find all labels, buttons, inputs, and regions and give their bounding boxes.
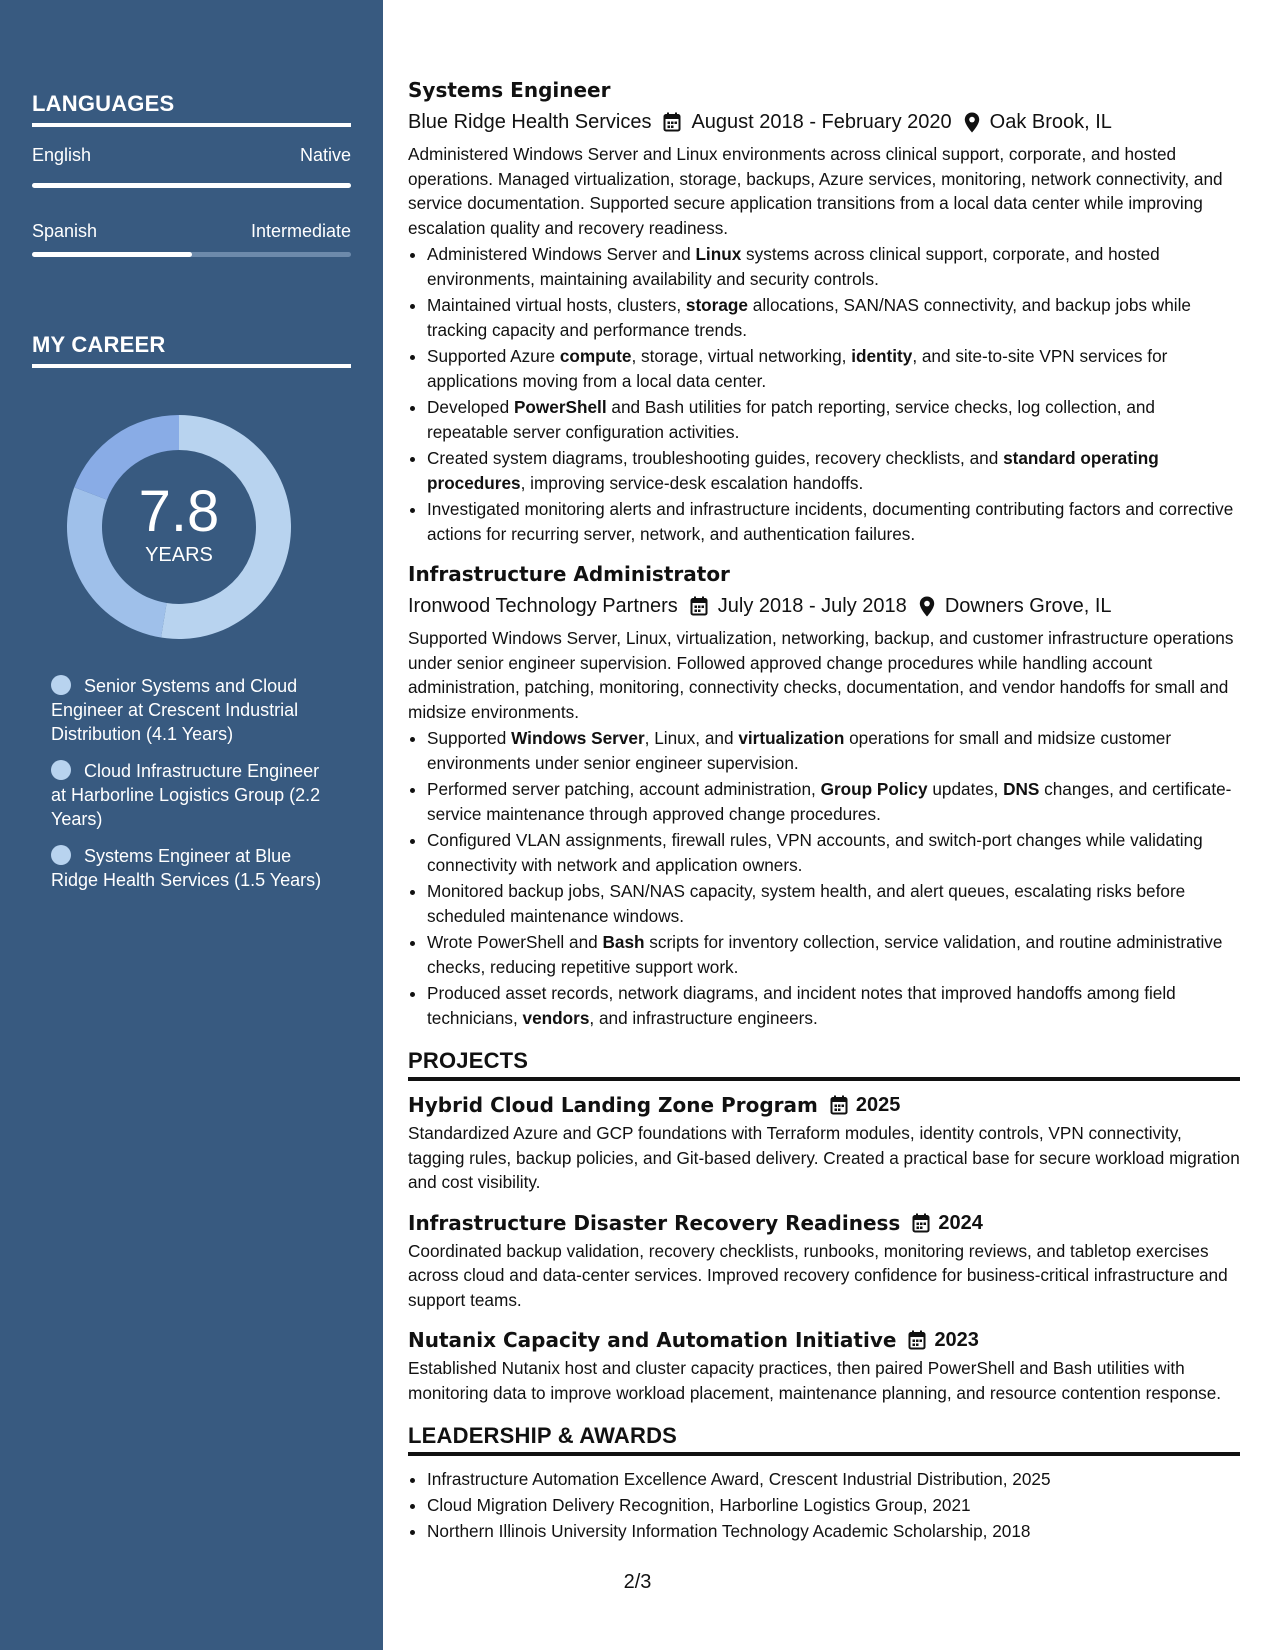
language-row-spanish bbox=[32, 221, 351, 242]
job-bullets bbox=[408, 726, 1240, 1030]
project-description: Established Nutanix host and cluster capacity practices, then paired PowerShell and Bash utilities with monitoring data to improve workload placement, maintenance planning, and resource contention response. bbox=[408, 1358, 1222, 1403]
career-item-text: Systems Engineer at Blue Ridge Health Services (1.5 Years) bbox=[51, 846, 322, 890]
job-entry bbox=[408, 76, 1240, 546]
career-donut-chart bbox=[66, 414, 292, 640]
bullet-keyword: Linux bbox=[695, 244, 742, 264]
bullet-text: systems across clinical support, corporate, and hosted environments, maintaining availability and security controls. bbox=[427, 244, 1160, 289]
bullet-item bbox=[427, 293, 1240, 342]
bullet-item bbox=[427, 344, 1240, 393]
language-bar-fill bbox=[32, 183, 351, 188]
bullet-keyword: vendors bbox=[522, 1007, 590, 1028]
bullet-text: updates, bbox=[927, 779, 1004, 799]
job-title: Infrastructure Administrator bbox=[408, 562, 730, 586]
career-item-text: Cloud Infrastructure Engineer at Harborline Logistics Group (2.2 Years) bbox=[51, 761, 321, 829]
bullet-text: Monitored backup jobs, SAN/NAS capacity, system health, and alert queues, escalating risks before scheduled maintenance windows. bbox=[427, 881, 1186, 926]
main-content bbox=[408, 76, 1240, 1544]
bullet-keyword: Windows Server bbox=[511, 728, 645, 748]
project-header bbox=[408, 1091, 1240, 1119]
bullet-keyword: storage bbox=[685, 295, 748, 315]
project-year: 2024 bbox=[938, 1211, 983, 1234]
job-title: Systems Engineer bbox=[408, 78, 611, 102]
project-description: Coordinated backup validation, recovery checklists, runbooks, monitoring reviews, and tabletop exercises across cloud and data-center services. Improved recovery confidence for business-critical infrastructure and support teams. bbox=[408, 1240, 1228, 1310]
sidebar bbox=[0, 0, 383, 1650]
calendar-icon bbox=[912, 1213, 930, 1233]
calendar-icon bbox=[830, 1095, 848, 1115]
bullet-item bbox=[427, 446, 1240, 495]
bullet-keyword: PowerShell bbox=[513, 397, 607, 417]
bullet-text: , improving service-desk escalation handoffs. bbox=[520, 472, 864, 493]
bullet-text: scripts for inventory collection, service validation, and routine administrative checks, reducing repetitive support work. bbox=[427, 932, 1223, 977]
job-entry bbox=[408, 560, 1240, 1030]
job-location: Oak Brook, IL bbox=[989, 111, 1112, 133]
career-item bbox=[51, 844, 331, 892]
career-total-value: 7.8 bbox=[138, 478, 220, 544]
project-title: Infrastructure Disaster Recovery Readiness bbox=[408, 1210, 901, 1235]
page-number: 2/3 bbox=[623, 1571, 652, 1593]
bullet-text: Investigated monitoring alerts and infrastructure incidents, documenting contributing factors and corrective actions for recurring server, network, and authentication failures. bbox=[427, 499, 1234, 544]
bullet-keyword: DNS bbox=[1003, 779, 1040, 799]
bullet-keyword: Bash bbox=[602, 932, 645, 952]
job-dates: August 2018 - February 2020 bbox=[691, 111, 952, 133]
bullet-item bbox=[427, 726, 1240, 775]
job-summary: Supported Windows Server, Linux, virtualization, networking, backup, and customer infrastructure operations under senior engineer supervision. Followed approved change procedures while handling account administration, patching, monitoring, connectivity checks, documentation, and vendor handoffs for small and midsize environments. bbox=[408, 628, 1234, 722]
award-item: • Cloud Migration Delivery Recognition, Harborline Logistics Group, 2021 bbox=[427, 1492, 1240, 1518]
project-header bbox=[408, 1326, 1240, 1354]
bullet-text: Supported Azure bbox=[427, 346, 560, 366]
languages-title: LANGUAGES bbox=[32, 91, 351, 127]
language-bar-english bbox=[32, 183, 351, 188]
map-pin-icon bbox=[964, 112, 980, 133]
bullet-keyword: compute bbox=[559, 346, 632, 366]
bullet-item bbox=[427, 777, 1240, 826]
language-name: Spanish bbox=[32, 221, 98, 241]
job-meta bbox=[408, 592, 1240, 620]
language-row-english bbox=[32, 145, 351, 166]
bullet-keyword: identity bbox=[851, 346, 913, 366]
map-pin-icon bbox=[919, 596, 935, 617]
company-name: Blue Ridge Health Services bbox=[408, 111, 652, 133]
job-summary: Administered Windows Server and Linux environments across clinical support, corporate, and hosted operations. Managed virtualization, storage, backups, Azure services, monitoring, network connectivity, and service documentation. Supported secure application transitions from a local data center while improving escalation quality and recovery readiness. bbox=[408, 144, 1223, 238]
project-title: Hybrid Cloud Landing Zone Program bbox=[408, 1093, 818, 1117]
job-bullets bbox=[408, 242, 1240, 546]
calendar-icon bbox=[690, 596, 708, 616]
bullet-text: Maintained virtual hosts, clusters, bbox=[427, 295, 686, 315]
bullet-item bbox=[427, 879, 1240, 928]
company-name: Ironwood Technology Partners bbox=[408, 595, 678, 617]
projects-title: PROJECTS bbox=[408, 1048, 1240, 1081]
project-entry bbox=[408, 1326, 1240, 1405]
bullet-item bbox=[427, 395, 1240, 444]
career-item-text: Senior Systems and Cloud Engineer at Crescent Industrial Distribution (4.1 Years) bbox=[51, 676, 299, 744]
language-bar-spanish bbox=[32, 252, 351, 257]
language-level: Native bbox=[299, 145, 351, 165]
calendar-icon bbox=[663, 112, 681, 132]
bullet-text: allocations, SAN/NAS connectivity, and backup jobs while tracking capacity and performance trends. bbox=[427, 295, 1191, 340]
bullet-keyword: Group Policy bbox=[820, 779, 928, 799]
bullet-text: Created system diagrams, troubleshooting guides, recovery checklists, and bbox=[427, 448, 1004, 468]
bullet-text: operations for small and midsize customer environments under senior engineer supervision. bbox=[427, 728, 1172, 773]
bullet-item bbox=[427, 981, 1240, 1030]
language-bar-fill bbox=[32, 252, 192, 257]
bullet-text: Configured VLAN assignments, firewall rules, VPN accounts, and switch-port changes while validating connectivity with network and application owners. bbox=[427, 830, 1203, 875]
bullet-text: , and site-to-site VPN services for applications moving from a local data center. bbox=[427, 346, 1168, 391]
career-donut-center bbox=[66, 414, 292, 640]
project-year: 2023 bbox=[934, 1329, 979, 1351]
bullet-text: Performed server patching, account administration, bbox=[427, 779, 821, 799]
bullet-item bbox=[427, 930, 1240, 979]
project-header bbox=[408, 1209, 1240, 1237]
bullet-text: Administered Windows Server and bbox=[427, 244, 696, 264]
career-title: MY CAREER bbox=[32, 332, 351, 368]
calendar-icon bbox=[908, 1330, 926, 1350]
project-entry bbox=[408, 1091, 1240, 1195]
legend-dot-icon bbox=[51, 675, 71, 695]
bullet-text: Developed bbox=[427, 397, 514, 417]
project-description: Standardized Azure and GCP foundations with Terraform modules, identity controls, VPN connectivity, tagging rules, backup policies, and Git-based delivery. Created a practical base for secure workload migration and cost visibility. bbox=[408, 1123, 1240, 1192]
bullet-text: and Bash utilities for patch reporting, service checks, log collection, and repeatable server configuration activities. bbox=[427, 397, 1155, 442]
career-item bbox=[51, 759, 331, 831]
job-location: Downers Grove, IL bbox=[944, 595, 1112, 617]
project-year: 2025 bbox=[855, 1094, 901, 1116]
bullet-keyword: standard operating procedures bbox=[427, 448, 1159, 493]
legend-dot-icon bbox=[51, 760, 71, 780]
bullet-keyword: virtualization bbox=[738, 728, 845, 748]
bullet-text: , Linux, and bbox=[644, 728, 739, 748]
bullet-item bbox=[427, 242, 1240, 291]
bullet-text: , storage, virtual networking, bbox=[631, 346, 852, 366]
language-level: Intermediate bbox=[250, 221, 351, 241]
award-item: • Northern Illinois University Information Technology Academic Scholarship, 2018 bbox=[427, 1518, 1240, 1544]
awards-list bbox=[408, 1466, 1240, 1544]
project-title: Nutanix Capacity and Automation Initiative bbox=[408, 1328, 897, 1352]
career-item bbox=[51, 674, 331, 746]
bullet-text: changes, and certificate-service maintenance through approved change procedures. bbox=[427, 779, 1232, 824]
legend-dot-icon bbox=[51, 845, 71, 865]
bullet-item bbox=[427, 828, 1240, 877]
project-entry bbox=[408, 1209, 1240, 1313]
bullet-text: Produced asset records, network diagrams, and incident notes that improved handoffs among field technicians, bbox=[427, 983, 1176, 1028]
bullet-item bbox=[427, 497, 1240, 546]
job-dates: July 2018 - July 2018 bbox=[717, 595, 907, 617]
bullet-text: Wrote PowerShell and bbox=[427, 932, 603, 952]
language-name: English bbox=[32, 145, 92, 165]
bullet-text: , and infrastructure engineers. bbox=[589, 1007, 818, 1028]
bullet-text: Supported bbox=[427, 728, 512, 748]
awards-title: LEADERSHIP & AWARDS bbox=[408, 1423, 1240, 1456]
career-total-unit: YEARS bbox=[145, 543, 213, 566]
job-meta bbox=[408, 108, 1240, 136]
career-list bbox=[51, 674, 331, 905]
award-item: • Infrastructure Automation Excellence Award, Crescent Industrial Distribution, 2025 bbox=[427, 1466, 1240, 1492]
